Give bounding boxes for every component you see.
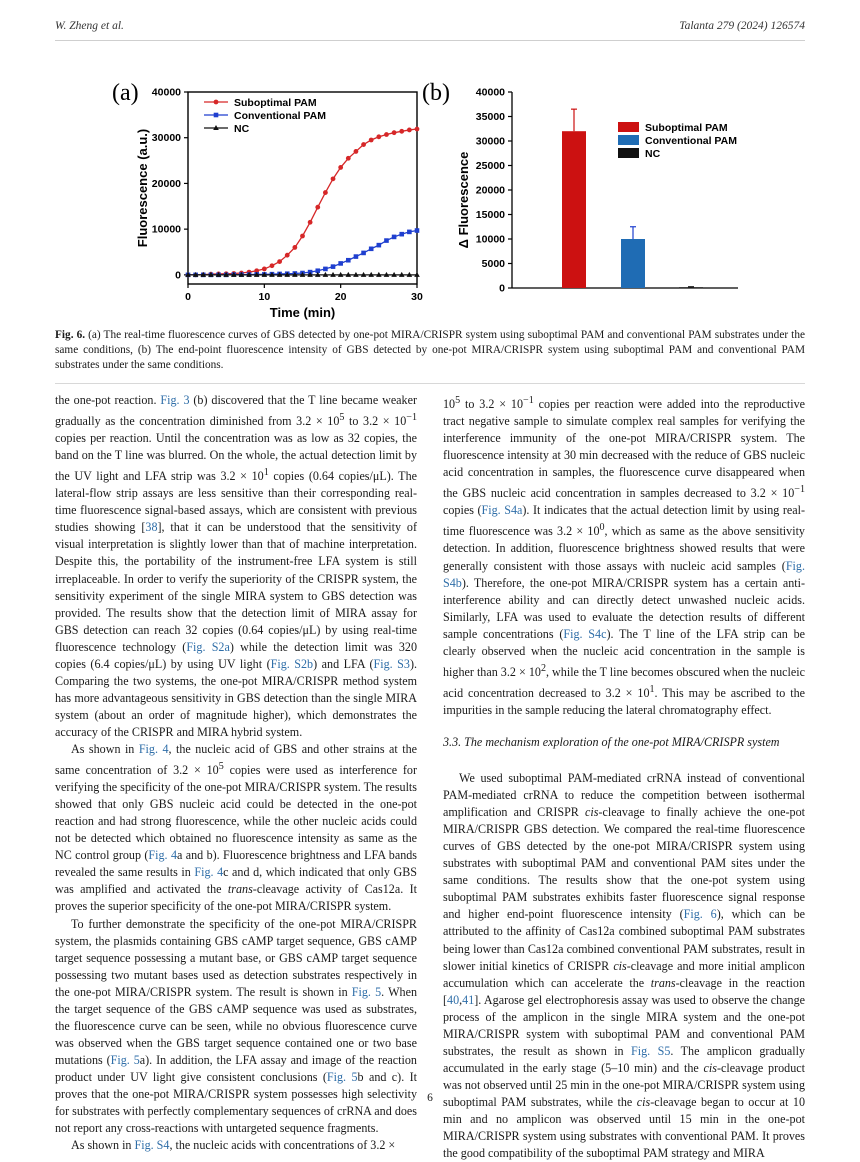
data-point-1 bbox=[323, 267, 328, 272]
data-point-0 bbox=[392, 130, 397, 135]
bar-0 bbox=[562, 131, 586, 288]
data-point-0 bbox=[270, 263, 275, 268]
data-point-0 bbox=[300, 234, 305, 239]
text-run: , bbox=[459, 992, 463, 1007]
superscript: 5 bbox=[455, 395, 461, 406]
superscript: 1 bbox=[649, 683, 655, 695]
legend-marker-1 bbox=[214, 113, 219, 118]
running-header-journal: Talanta 279 (2024) 126574 bbox=[679, 20, 805, 32]
y-tick-label: 25000 bbox=[475, 160, 505, 172]
figure-link[interactable]: Fig. S4b bbox=[443, 558, 805, 590]
data-point-0 bbox=[361, 142, 366, 147]
y-tick-label: 30000 bbox=[475, 135, 505, 148]
legend-swatch-0 bbox=[618, 122, 639, 132]
data-point-0 bbox=[369, 138, 374, 143]
panel-label-b: (b) bbox=[422, 80, 450, 106]
legend-label-0: Suboptimal PAM bbox=[234, 97, 317, 109]
running-header-authors: W. Zheng et al. bbox=[55, 20, 124, 32]
superscript: 5 bbox=[339, 412, 345, 424]
y-tick-label: 15000 bbox=[475, 209, 505, 221]
y-tick-label: 5000 bbox=[481, 258, 505, 270]
figure-link[interactable]: Fig. S2b bbox=[270, 656, 314, 671]
y-tick-label: 0 bbox=[175, 269, 181, 282]
figure-link[interactable]: Fig. 4 bbox=[138, 742, 169, 756]
caption-divider bbox=[55, 383, 805, 384]
y-tick-label: 30000 bbox=[151, 132, 181, 145]
paragraph bbox=[55, 741, 417, 916]
right-column bbox=[443, 392, 805, 1162]
y-tick-label: 10000 bbox=[475, 233, 505, 246]
text-run: c and d, which indicated that only GBS was amplified and activated the bbox=[55, 865, 417, 897]
text-run: the one-pot reaction. bbox=[55, 393, 161, 407]
legend-swatch-2 bbox=[618, 148, 639, 158]
figure-link[interactable]: Fig. S4 bbox=[134, 1138, 170, 1153]
text-run: -cleavage in the reaction [ bbox=[443, 975, 805, 1007]
section-heading: 3.3. The mechanism exploration of the one-pot MIRA/CRISPR system bbox=[443, 735, 780, 749]
text-run: -cleavage activity of Cas12a. It proves the superior specificity of the one-pot MIRA/CRISPR system. bbox=[55, 882, 417, 914]
text-run: ], that it can be understood that the sensitivity of visual interpretation is slightly lower than that of machine interpretation. Despite this, the portability of the instrument-free LFA system is still irreplaceable. In order to verify the superiority of the CRISPR system, the sensitivity experiment of the single MIRA system to GBS detection was provided. The results show that the detection limit of MIRA assay for GBS detection can reach 32 copies (0.64 copies/μL) by using real-time fluorescence technology ( bbox=[55, 520, 418, 654]
figure-caption-label: Fig. 6. bbox=[55, 329, 86, 341]
data-point-0 bbox=[331, 176, 336, 181]
figure-link[interactable]: Fig. 4 bbox=[148, 848, 177, 863]
text-run: ). The T line of the LFA strip can be clearly observed when the nucleic acid concentration in the sample is higher than 3.2 × 10 bbox=[443, 626, 805, 679]
figure-link[interactable]: Fig. 3 bbox=[160, 393, 190, 407]
data-point-0 bbox=[315, 205, 320, 210]
data-point-0 bbox=[407, 128, 412, 133]
paragraph bbox=[443, 392, 805, 719]
paragraph bbox=[55, 392, 417, 741]
data-point-0 bbox=[384, 132, 389, 137]
y-tick-label: 10000 bbox=[151, 223, 181, 236]
bar-2 bbox=[679, 287, 703, 288]
text-run: ), which can be attributed to the affinity of Cas12a combined suboptimal PAM substrates being lower than Cas12a combined conventional PAM substrates, result in slower initial kinetics of CRISPR bbox=[443, 907, 806, 973]
x-axis-label: Time (min) bbox=[269, 305, 336, 320]
text-run: a and b). Fluorescence brightness and LFA bands revealed the same results in bbox=[55, 848, 417, 880]
data-point-1 bbox=[392, 235, 397, 240]
data-point-0 bbox=[354, 149, 359, 154]
text-run: To further demonstrate the specificity of the one-pot MIRA/CRISPR system, the plasmids containing GBS cAMP target sequence, GBS cAMP target sequence possessing a mutant base, or GBS cAMP target sequence possessing two mutant bases used as detection substrates respectively in the one-pot MIRA/CRISPR system. The result is shown in bbox=[55, 916, 417, 999]
x-tick-label: 0 bbox=[185, 291, 191, 303]
figure-caption bbox=[55, 328, 805, 373]
x-tick-label: 20 bbox=[334, 291, 347, 303]
data-point-1 bbox=[415, 228, 420, 233]
figure-link[interactable]: Fig. S4c bbox=[563, 626, 607, 641]
data-point-0 bbox=[376, 134, 381, 139]
data-point-1 bbox=[346, 258, 351, 263]
text-run: , while the T line becomes obscured when the nucleic acid concentration decreased to 3.2 × 10 bbox=[443, 664, 805, 700]
superscript: −1 bbox=[794, 484, 805, 496]
left-column bbox=[55, 392, 417, 1154]
data-point-0 bbox=[308, 220, 313, 225]
italic-term: cis bbox=[585, 805, 599, 820]
text-run: copies were used as interference for verifying the specificity of the one-pot MIRA/CRISPR system. The results showed that only GBS nucleic acid could be detected in the one-pot reaction and had strong fluorescence, while the other nucleic acids could not be detected which obtained no fluorescence intensity as same as the NC control group ( bbox=[55, 763, 417, 863]
text-run: -cleavage and more initial amplicon accumulation which can accelerate the bbox=[443, 958, 805, 990]
legend-label-1: Conventional PAM bbox=[234, 110, 326, 122]
data-point-1 bbox=[384, 238, 389, 243]
text-run: -cleavage began to occur at 10 min and no amplicon was observed until 15 min in the one-pot MIRA/CRISPR system using substrates with conventional PAM. It proves the good compatibility of the suboptimal PAM strategy and MIRA bbox=[443, 1094, 805, 1161]
italic-term: trans bbox=[650, 975, 676, 990]
text-run: , the nucleic acids with concentrations of 3.2 × bbox=[169, 1138, 396, 1153]
superscript: 2 bbox=[540, 662, 546, 674]
legend-label-2: NC bbox=[234, 123, 250, 135]
text-run: b and c). It proves that the one-pot MIRA/CRISPR system possesses high selectivity for substrates with perfectly complementary sequences of crRNA and does not report any cross-reactions with untargeted sequence fragments. bbox=[55, 1069, 417, 1136]
data-point-0 bbox=[346, 156, 351, 161]
superscript: 0 bbox=[599, 522, 605, 534]
reference-link[interactable]: 38 bbox=[145, 520, 158, 535]
text-run: We used suboptimal PAM-mediated crRNA instead of conventional PAM-mediated crRNA to reduce the competition between isothermal amplification and CRISPR bbox=[443, 771, 805, 820]
text-run: copies (0.64 copies/μL). The lateral-flow strip assays are less sensitive than their corresponding real-time fluorescence signal-based assays, which are consistent with previous studies showing [ bbox=[55, 469, 417, 535]
text-run: . When the target sequence of the GBS cAMP sequence was used as substrates, the fluorescence curve can be seen, while no obvious fluorescence curve was observed when the GBS target sequence contained one or two base mutations ( bbox=[55, 984, 417, 1067]
data-point-0 bbox=[323, 190, 328, 195]
italic-term: cis bbox=[703, 1060, 717, 1075]
reference-link[interactable]: 41 bbox=[462, 992, 475, 1007]
superscript: −1 bbox=[523, 395, 534, 406]
y-axis-label: Δ Fluorescence bbox=[456, 151, 471, 249]
text-run: to 3.2 × 10 bbox=[344, 414, 407, 429]
legend-label-0: Suboptimal PAM bbox=[645, 122, 728, 134]
text-run: . This may be ascribed to the impurities in the sample reducing the lateral chromatography effect. bbox=[443, 685, 805, 717]
data-point-1 bbox=[361, 251, 366, 256]
data-point-1 bbox=[407, 230, 412, 235]
italic-term: cis bbox=[636, 1094, 651, 1109]
text-run: copies per reaction. Until the concentration was as low as 32 copies, the band on the T line was blurred. On the whole, the actual detection limit by the UV light and LFA strip was 3.2 × 10 bbox=[55, 431, 417, 484]
text-run: ) and LFA ( bbox=[313, 656, 374, 671]
text-run: -cleavage to finally achieve the one-pot MIRA/CRISPR GBS detection. We compared the real-time fluorescence curves of GBS detected by the one-pot MIRA/CRISPR system using substrates with suboptimal PAM and conventional PAM sites under the same conditions. The results show that the one-pot system using suboptimal PAM substrates exhibits faster fluorescence signal response and higher end-point fluorescence intensity ( bbox=[443, 805, 805, 922]
figure-link[interactable]: Fig. S2a bbox=[186, 639, 230, 654]
header-divider bbox=[55, 40, 805, 41]
reference-link[interactable]: 40 bbox=[447, 992, 460, 1007]
legend-marker-0 bbox=[214, 100, 219, 105]
y-tick-label: 0 bbox=[499, 282, 505, 295]
text-run: As shown in bbox=[71, 742, 139, 756]
figure-caption-text: (a) The real-time fluorescence curves of GBS detected by one-pot MIRA/CRISPR system using suboptimal PAM and conventional PAM substrates under the same conditions, (b) The end-point fluorescence intensity of GBS detected by one-pot MIRA/CRISPR system using suboptimal PAM and conventional PAM substrates under the same conditions. bbox=[55, 329, 805, 371]
page-number: 6 bbox=[427, 1092, 433, 1104]
x-tick-label: 30 bbox=[411, 291, 423, 303]
figure-link[interactable]: Fig. S4a bbox=[481, 503, 523, 518]
text-run: copies ( bbox=[443, 503, 482, 518]
paragraph bbox=[55, 1137, 417, 1154]
data-point-0 bbox=[277, 259, 282, 264]
bar-1 bbox=[621, 239, 645, 288]
text-run: , the nucleic acid of GBS and other strains at the same concentration of 3.2 × 10 bbox=[55, 742, 417, 778]
figure-a-line-chart bbox=[110, 78, 423, 323]
text-run: ). Comparing the two systems, the one-pot MIRA/CRISPR method system has more advantageous sensitivity in GBS detection than the single MIRA system (about an order of magnitude higher), which demonstrates the accuracy of the CRISPR and MIRA hybrid system. bbox=[55, 656, 417, 739]
data-point-1 bbox=[399, 232, 404, 237]
data-point-1 bbox=[354, 254, 359, 259]
text-run: ). Therefore, the one-pot MIRA/CRISPR system has a certain anti-interference ability and can directly detect unwashed nucleic acids. Similarly, LFA was used to evaluate the detection results of different sample concentrations ( bbox=[443, 575, 805, 641]
figure-link[interactable]: Fig. S3 bbox=[373, 656, 410, 671]
text-run: As shown in bbox=[71, 1138, 135, 1153]
y-tick-label: 40000 bbox=[151, 86, 181, 99]
data-point-0 bbox=[285, 253, 290, 258]
text-run: to 3.2 × 10 bbox=[460, 397, 524, 412]
data-point-0 bbox=[399, 129, 404, 134]
series-line-0 bbox=[188, 129, 417, 275]
y-tick-label: 35000 bbox=[475, 111, 505, 123]
text-run: . The amplicon gradually accumulated in the early stage (5–10 min) and the bbox=[443, 1043, 805, 1075]
text-run: -cleavage product was not observed until 25 min in the one-pot MIRA/CRISPR system using suboptimal PAM substrates, while the bbox=[443, 1060, 806, 1109]
text-run: a). In addition, the LFA assay and image of the reaction product under UV light give consistent conclusions ( bbox=[55, 1052, 417, 1084]
figure-link[interactable]: Fig. S5 bbox=[631, 1043, 671, 1058]
text-run: ]. Agarose gel electrophoresis assay was used to observe the change process of the amplicon in the single MIRA system and the one-pot MIRA/CRISPR system with suboptimal PAM and conventional PAM substrates, the result as shown in bbox=[443, 992, 805, 1058]
data-point-0 bbox=[338, 165, 343, 170]
figure-link[interactable]: Fig. 6 bbox=[683, 907, 717, 922]
data-point-1 bbox=[369, 247, 374, 252]
text-run: , which as same as the above sensitivity detection. In addition, fluorescence brightness showed results that were generally consistent with those assays with nucleic acid samples ( bbox=[443, 524, 805, 573]
figure-link[interactable]: Fig. 4 bbox=[194, 865, 224, 880]
superscript: 1 bbox=[263, 467, 269, 479]
text-run: ). It indicates that the actual detection limit by using real-time fluorescence was 3.2 × 10 bbox=[443, 503, 806, 539]
figure-link[interactable]: Fig. 5 bbox=[326, 1069, 358, 1084]
y-axis-label: Fluorescence (a.u.) bbox=[135, 128, 150, 248]
data-point-1 bbox=[331, 264, 336, 269]
text-run: 10 bbox=[443, 397, 456, 412]
y-tick-label: 40000 bbox=[475, 86, 505, 99]
panel-label-a: (a) bbox=[112, 80, 139, 106]
x-tick-label: 10 bbox=[258, 291, 271, 303]
y-tick-label: 20000 bbox=[151, 177, 181, 190]
italic-term: trans bbox=[227, 882, 253, 897]
legend-label-1: Conventional PAM bbox=[645, 135, 737, 147]
italic-term: cis bbox=[613, 958, 627, 973]
data-point-0 bbox=[415, 127, 420, 132]
figure-link[interactable]: Fig. 5 bbox=[110, 1052, 140, 1067]
text-run: copies per reaction were added into the reproductive tract negative sample to simulate complex real samples for verifying the interference immunity of the one-pot MIRA/CRISPR system. The fluorescence intensity at 30 min decreased with the reduce of GBS nucleic acid concentration in samples, the fluorescence curve disappeared when the GBS nucleic acid concentration in samples decreased to 3.2 × 10 bbox=[443, 397, 805, 501]
y-tick-label: 20000 bbox=[475, 184, 505, 197]
figure-b-bar-chart bbox=[420, 78, 750, 323]
text-run: (b) discovered that the T line became weaker gradually as the concentration diminished from 3.2 × 10 bbox=[55, 393, 417, 429]
superscript: −1 bbox=[406, 412, 417, 424]
text-run: ) while the detection limit was 320 copies (6.4 copies/μL) by using UV light ( bbox=[55, 639, 417, 671]
legend-swatch-1 bbox=[618, 135, 639, 145]
figure-link[interactable]: Fig. 5 bbox=[351, 984, 382, 999]
data-point-0 bbox=[292, 245, 297, 250]
data-point-0 bbox=[262, 267, 267, 272]
superscript: 5 bbox=[218, 761, 224, 773]
data-point-1 bbox=[377, 243, 382, 248]
legend-label-2: NC bbox=[645, 148, 661, 160]
data-point-1 bbox=[338, 261, 343, 266]
